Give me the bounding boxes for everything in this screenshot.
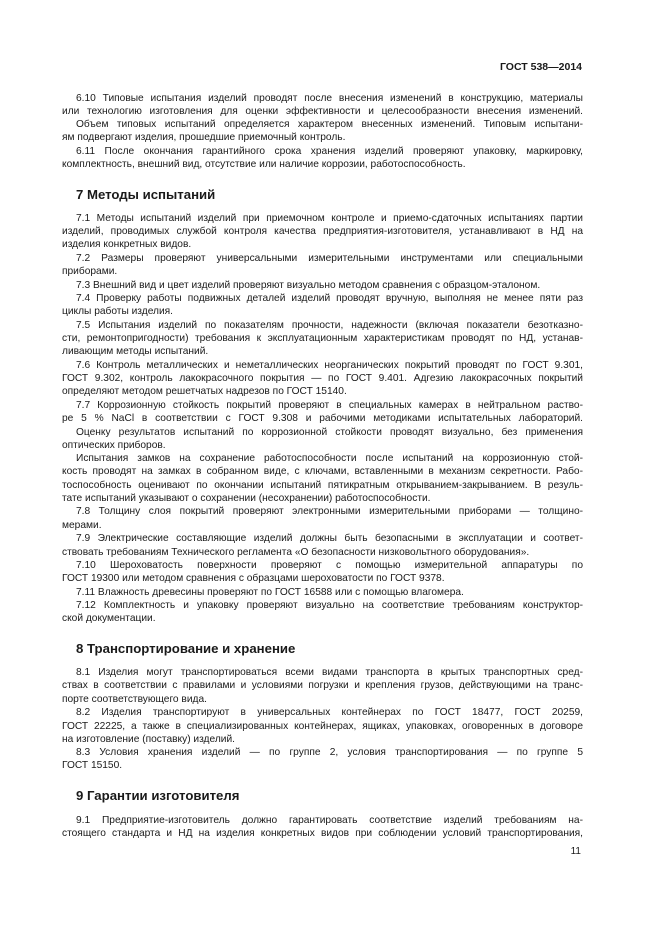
text-line: мерами. <box>62 520 102 531</box>
text-line: тате испытаний указывают о сохранении (несохранении) работоспособности. <box>62 493 431 504</box>
text-line: 8.1 Изделия могут транспортироваться всеми видами транспорта в крытых транспортных сред- <box>76 667 583 678</box>
text-line: 7.6 Контроль металлических и неметаллических неорганических покрытий проводят по ГОСТ 9.301, <box>76 360 583 371</box>
text-line: ям подвергают изделия, прошедшие приемочный контроль. <box>62 132 346 143</box>
text-line: кость проводят на замках в собранном виде, с ключами, вставленными в механизм секретности. Рабо- <box>62 466 583 477</box>
text-line: на изготовление (поставку) изделий. <box>62 734 235 745</box>
text-line: 7.3 Внешний вид и цвет изделий проверяют визуально методом сравнения с образцом-эталоном. <box>76 280 541 291</box>
text-line: изделия конкретных видов. <box>62 239 192 250</box>
text-line: 9.1 Предприятие-изготовитель должно гарантировать соответствие изделий требованиям на- <box>76 815 583 826</box>
text-line: 7.8 Толщину слоя покрытий проверяют электронными измерительными приборами — толщино- <box>76 506 583 517</box>
text-line: комплектность, внешний вид, отсутствие или наличие коррозии, работоспособность. <box>62 159 466 170</box>
text-line: Испытания замков на сохранение работоспособности после испытаний на коррозионную стой- <box>76 453 583 464</box>
text-line: ре 5 % NaCl в соответствии с ГОСТ 9.308 и рабочими методиками испытательных лабораторий. <box>62 413 583 424</box>
text-line: ГОСТ 9.302, контроль лакокрасочного покрытия — по ГОСТ 9.401. Адгезию лакокрасочных покрытий <box>62 373 583 384</box>
text-line: определяют методом решетчатых надрезов по ГОСТ 15140. <box>62 386 347 397</box>
text-line: 7.7 Коррозионную стойкость покрытий проверяют в специальных камерах в нейтральном раство- <box>76 400 583 411</box>
text-line: ствах в соответствии с правилами и условиями погрузки и крепления грузов, действующими на транс- <box>62 680 583 691</box>
text-line: 7.4 Проверку работы подвижных деталей изделий проводят вручную, выполняя не менее пяти раз <box>76 293 583 304</box>
text-line: ГОСТ 15150. <box>62 760 123 771</box>
page-number: 11 <box>570 846 581 857</box>
text-line: 8.2 Изделия транспортируют в универсальных контейнерах по ГОСТ 18477, ГОСТ 20259, <box>76 707 583 718</box>
text-line: 6.10 Типовые испытания изделий проводят после внесения изменений в конструкцию, материалы <box>76 93 583 104</box>
text-line: циклы работы изделия. <box>62 306 174 317</box>
text-line: оптических приборов. <box>62 440 166 451</box>
text-line: стоящего стандарта и НД на изделия конкретных видов при соблюдении условий транспортирования, <box>62 828 583 839</box>
text-line: Оценку результатов испытаний по коррозионной стойкости проводят визуально, без применения <box>76 427 583 438</box>
section-heading-9: 9 Гарантии изготовителя <box>76 788 240 803</box>
text-line: 6.11 После окончания гарантийного срока хранения изделий проверяют упаковку, маркировку, <box>76 146 583 157</box>
text-line: приборами. <box>62 266 118 277</box>
text-line: 7.5 Испытания изделий по показателям прочности, надежности (включая показатели безотказно- <box>76 320 583 331</box>
text-line: 7.1 Методы испытаний изделий при приемочном контроле и приемо-сдаточных испытаниях партии <box>76 213 583 224</box>
text-line: или технологию изготовления для оценки эффективности и целесообразности внесения изменений. <box>62 106 583 117</box>
text-line: порте соответствующего вида. <box>62 694 207 705</box>
text-line: Объем типовых испытаний определяется характером внесенных изменений. Типовым испытани- <box>76 119 583 130</box>
text-line: тоспособность оценивают по окончании испытаний пятикратным открыванием-закрыванием. В резуль- <box>62 480 583 491</box>
text-line: 7.12 Комплектность и упаковку проверяют визуально на соответствие требованиям конструктор- <box>76 600 583 611</box>
text-line: ствовать требованиям Технического регламента «О безопасности низковольтного оборудования». <box>62 547 530 558</box>
section-heading-8: 8 Транспортирование и хранение <box>76 641 296 656</box>
section-heading-7: 7 Методы испытаний <box>76 187 216 202</box>
text-line: сти, ремонтопригодности) требования к эксплуатационным характеристикам проводят по НД, устанав- <box>62 333 583 344</box>
text-line: 7.10 Шероховатость поверхности проверяют с помощью измерительной аппаратуры по <box>76 560 583 571</box>
text-line: ГОСТ 22225, а также в специализированных контейнерах, ящиках, упаковках, оговоренных в договоре <box>62 721 583 732</box>
document-header: ГОСТ 538—2014 <box>499 61 582 73</box>
text-line: изделий, проводимых службой контроля качества предприятия-изготовителя, устанавливают в НД на <box>62 226 583 237</box>
text-line: 7.9 Электрические составляющие изделий должны быть безопасными в эксплуатации и соответ- <box>76 533 583 544</box>
text-line: ГОСТ 19300 или методом сравнения с образцами шероховатости по ГОСТ 9378. <box>62 573 445 584</box>
text-line: 7.11 Влажность древесины проверяют по ГОСТ 16588 или с помощью влагомера. <box>76 587 464 598</box>
text-line: 7.2 Размеры проверяют универсальными измерительными инструментами или специальными <box>76 253 583 264</box>
text-line: ливающим методы испытаний. <box>62 346 209 357</box>
text-line: ской документации. <box>62 613 156 624</box>
text-line: 8.3 Условия хранения изделий — по группе 2, условия транспортирования — по группе 5 <box>76 747 583 758</box>
